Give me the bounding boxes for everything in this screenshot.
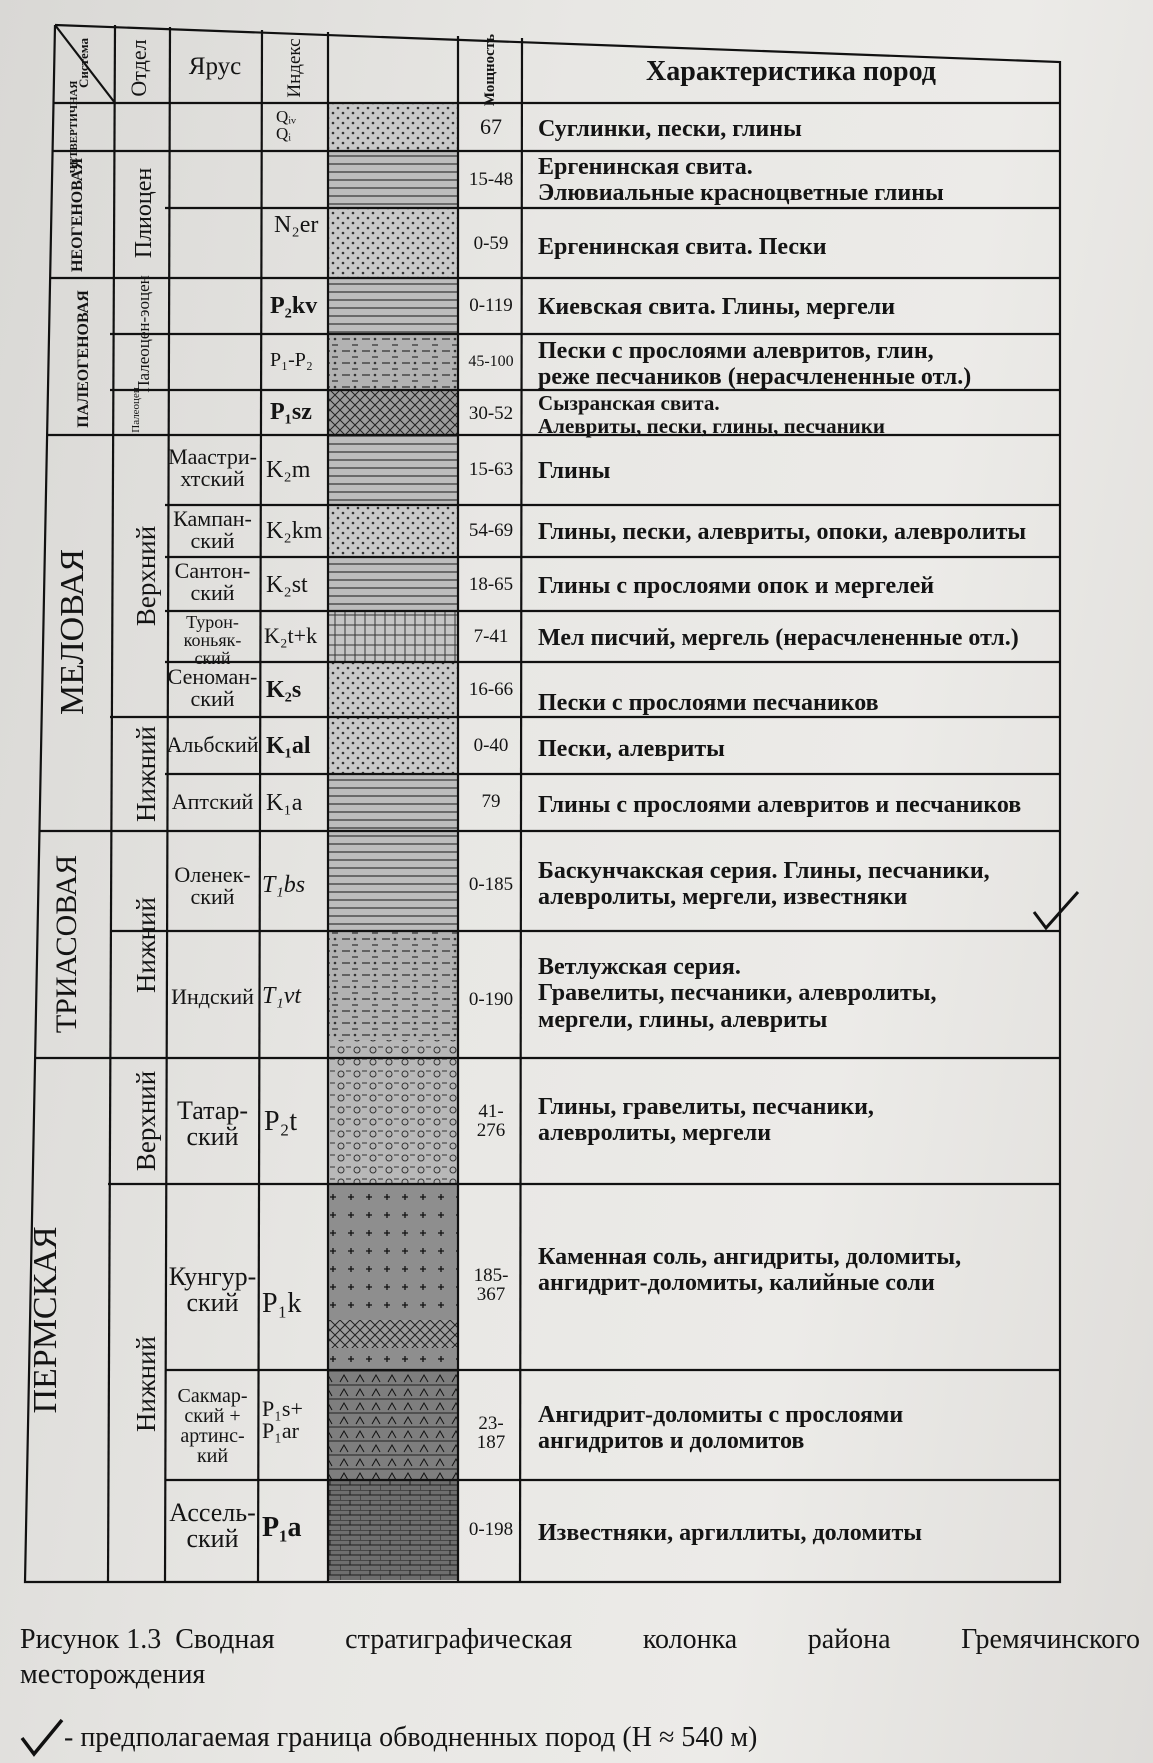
row-index: Qᵢᵥ Qᵢ (276, 107, 297, 143)
row-thickness: 30-52 (468, 403, 514, 424)
row-thickness: 16-66 (468, 679, 514, 700)
row-thickness: 15-48 (468, 169, 514, 190)
checkmark-icon (18, 1718, 64, 1758)
row-thickness: 0-119 (469, 295, 513, 316)
row-stage: Сантон- ский (174, 558, 251, 605)
row-thickness: 54-69 (468, 520, 514, 541)
row-stage: Турон- коньяк- ский (183, 612, 242, 668)
lithology-column (328, 103, 458, 1580)
row-description: Пески с прослоями алевритов, глин, реже песчаников (нерасчлененные отл.) (538, 338, 972, 391)
department-triassic-lower: Нижний (130, 897, 161, 993)
row-description: Мел писчий, мергель (нерасчлененные отл.) (538, 625, 1019, 651)
row-stage: Сеноман- ский (167, 664, 258, 711)
row-thickness: 0-59 (473, 233, 509, 254)
row-index: K₂t+k (264, 623, 318, 648)
lith-neogene-upper (328, 151, 458, 208)
header-system: Система (76, 37, 91, 89)
row-index: P₁s+ P₁ar (262, 1396, 303, 1443)
legend-text: - предполагаемая граница обводненных пород (H ≈ 540 м) (64, 1722, 758, 1753)
row-index: K₂s (266, 677, 302, 703)
lith-p1s (328, 1370, 458, 1480)
row-stage: Оленек- ский (174, 862, 251, 909)
row-stage: Альбский (166, 732, 259, 757)
row-index: K₂km (266, 518, 323, 544)
lith-t1vt (328, 931, 458, 1058)
row-index: K₁a (266, 790, 303, 816)
row-description: Пески, алевриты (538, 736, 725, 762)
department-pliocene: Плиоцен (130, 167, 157, 259)
row-description: Киевская свита. Глины, мергели (538, 294, 896, 320)
lith-k2tk (328, 611, 458, 662)
lith-k2m (328, 435, 458, 505)
row-thickness: 67 (480, 114, 502, 139)
caption-title: Сводная стратиграфическая колонка района Гремячинского (175, 1624, 1140, 1655)
row-index: P₁k (262, 1288, 302, 1319)
lith-p1a (328, 1480, 458, 1580)
row-thickness: 0-185 (468, 874, 514, 895)
system-paleogene: ПАЛЕОГЕНОВАЯ (75, 290, 92, 428)
row-index: K₂m (266, 457, 311, 483)
header-department: Отдел (126, 39, 151, 97)
row-thickness: 7-41 (473, 626, 509, 647)
row-thickness: 45-100 (468, 353, 514, 370)
row-thickness: 79 (481, 791, 501, 812)
row-description: Суглинки, пески, глины (538, 116, 802, 142)
row-thickness: 41- 276 (476, 1101, 506, 1141)
row-index: P₁-P₂ (270, 349, 313, 371)
row-index: T₁bs (262, 872, 306, 898)
row-thickness: 15-63 (468, 459, 514, 480)
lith-p2t (328, 1058, 458, 1184)
lith-p1k-mesh (328, 1320, 458, 1348)
caption-line-2: месторождения (20, 1659, 206, 1690)
system-quaternary: ЧЕТВЕРТИЧНАЯ (68, 80, 80, 174)
department-paleocene-eocene: Палеоцен-эоцен (134, 275, 153, 393)
lith-k2s (328, 662, 458, 717)
row-description: Пески с прослоями песчаников (538, 690, 879, 716)
row-index: P₂kv (270, 293, 318, 319)
row-stage: Индский (171, 984, 254, 1009)
figure-caption (20, 1622, 1140, 1692)
lith-k2st (328, 557, 458, 611)
lith-p1sz (328, 390, 458, 435)
lith-q (328, 103, 458, 151)
row-stage: Татар- ский (177, 1096, 248, 1151)
caption-line-1 (20, 1622, 1140, 1657)
system-triassic: ТРИАСОВАЯ (50, 854, 83, 1034)
header-index: Индекс (284, 38, 305, 98)
lith-k1al (328, 717, 458, 774)
row-thickness: 0-40 (473, 735, 509, 756)
department-permian-lower: Нижний (130, 1336, 161, 1432)
row-description: Глины с прослоями опок и мергелей (538, 573, 935, 599)
lith-neogene-lower (328, 208, 458, 278)
row-description: Известняки, аргиллиты, доломиты (538, 1520, 923, 1546)
row-index: K₁al (266, 733, 311, 759)
lith-t1bs (328, 831, 458, 931)
lith-p1p2 (328, 334, 458, 390)
row-description: Каменная соль, ангидриты, доломиты, ангидрит-доломиты, калийные соли (538, 1244, 962, 1297)
department-cretaceous-lower: Нижний (130, 726, 161, 822)
row-thickness: 0-198 (468, 1519, 514, 1540)
header-thickness: Мощность (481, 33, 498, 107)
row-description: Ергенинская свита. Элювиальные красноцветные глины (538, 154, 944, 207)
row-index: P₁a (262, 1512, 302, 1543)
row-description: Глины с прослоями алевритов и песчаников (538, 792, 1022, 818)
row-index: P₂t (264, 1106, 298, 1137)
lith-k1a (328, 774, 458, 831)
row-thickness: 185- 367 (473, 1265, 509, 1305)
caption-figure-number: Рисунок 1.3 (20, 1624, 162, 1655)
row-description: Глины (538, 458, 611, 484)
row-stage: Кампан- ский (173, 506, 252, 553)
row-index: N₂er (274, 212, 319, 238)
department-permian-upper: Верхний (130, 1070, 161, 1172)
row-index: T₁vt (262, 983, 302, 1009)
row-index: K₂st (266, 572, 308, 598)
row-description: Глины, гравелиты, песчаники, алевролиты, мергели (538, 1094, 874, 1147)
lith-k2km (328, 505, 458, 557)
row-index: P₁sz (270, 399, 312, 425)
row-description: Глины, пески, алевриты, опоки, алевролиты (538, 519, 1027, 545)
header-stage: Ярус (188, 52, 242, 80)
lith-t1vt-gravel (328, 1040, 458, 1058)
row-stage: Ассель- ский (169, 1498, 256, 1553)
lith-p2kv (328, 278, 458, 334)
row-thickness: 23- 187 (476, 1413, 506, 1453)
header-characteristic: Характеристика пород (646, 55, 936, 87)
row-stage: Кунгур- ский (168, 1262, 257, 1317)
system-permian: ПЕРМСКАЯ (27, 1226, 64, 1414)
row-thickness: 0-190 (468, 989, 514, 1010)
checkmark-icon (1028, 888, 1088, 938)
row-description: Баскунчакская серия. Глины, песчаники, алевролиты, мергели, известняки (538, 858, 990, 911)
row-stage: Сакмар- ский + артинс- кий (177, 1385, 248, 1467)
row-description: Ангидрит-доломиты с прослоями ангидритов и доломитов (538, 1402, 904, 1455)
system-neogene: НЕОГЕНОВАЯ (69, 157, 86, 273)
row-description: Сызранская свита. Алевриты, пески, глины, песчаники (538, 391, 885, 439)
department-cretaceous-upper: Верхний (130, 525, 161, 627)
department-paleocene: Палеоцен (130, 387, 142, 433)
row-description: Ергенинская свита. Пески (538, 234, 827, 260)
row-stage: Аптский (171, 789, 254, 814)
system-cretaceous: МЕЛОВАЯ (54, 549, 91, 715)
row-thickness: 18-65 (468, 574, 514, 595)
row-description: Ветлужская серия. Гравелиты, песчаники, алевролиты, мергели, глины, алевриты (538, 954, 937, 1033)
row-stage: Маастри- хтский (168, 444, 257, 491)
legend-note (18, 1718, 757, 1758)
